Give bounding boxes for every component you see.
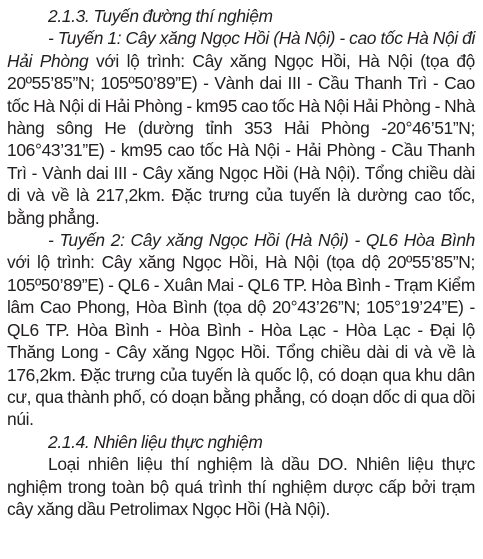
- section-2-1-3-heading: 2.1.3. Tuyến đường thí nghiệm: [48, 6, 273, 26]
- route-1-label: - Tuyến 1: Cây xăng Ngọc Hồi (Hà Nội) - cao tốc Hà Nội đi Hải Phòng: [7, 28, 475, 71]
- section-2-1-4-heading: 2.1.4. Nhiên liệu thực nghiệm: [48, 431, 263, 452]
- route-2-label: - Tuyến 2: Cây xăng Ngọc Hồi (Hà Nội) - QL6 Hòa Bình: [48, 230, 475, 251]
- route-1-description: với lộ trình: Cây xăng Ngọc Hồi, Hà Nội (tọa độ 20º55’85”N; 105º50’89”E) - Vành dai III - Cầu Thanh Trì - Cao tốc Hà Nội di Hải Phòng - km95 cao tốc Hà Nội Hải Phòng - Nhà hàng sông He (dường tỉnh 353 Hải Phòng -20°46’51”N; 106°43’31”E) - km95 cao tốc Hà Nội - Hải Phòng - Cầu Thanh Trì - Vành dai III - Cây xăng Ngọc Hồi (Hà Nội). Tổng chiều dài di và về là 217,2km. Đặc trưng của tuyến là dường cao tốc, bằng phẳng.: [7, 50, 475, 228]
- route-1-paragraph: [7, 27, 475, 229]
- route-2-paragraph: [7, 229, 475, 431]
- route-2-description: với lộ trình: Cây xăng Ngọc Hồi, Hà Nội (tọa dộ 20º55’85”N; 105º50’89”E) - QL6 - Xuân Mai - QL6 TP. Hòa Bình - Trạm Kiểm lâm Cao Phong, Hòa Bình (tọa dộ 20°43’26”N; 105°19’24”E) - QL6 TP. Hòa Bình - Hòa Bình - Hòa Lạc - Hòa Lạc - Đại lộ Thăng Long - Cây xăng Ngọc Hồi. Tổng chiều dài di và về là 176,2km. Đặc trưng của tuyến là quốc lộ, có doạn qua khu dân cư, qua thành phố, có doạn bằng phẳng, có doạn dốc di qua dồi núi.: [7, 252, 475, 430]
- fuel-paragraph: Loại nhiên liệu thí nghiệm là dầu DO. Nhiên liệu thực nghiệm trong toàn bộ quá trình thí nghiệm dược cấp bởi trạm cây xăng dầu Petrolimax Ngọc Hồi (Hà Nội).: [7, 454, 475, 519]
